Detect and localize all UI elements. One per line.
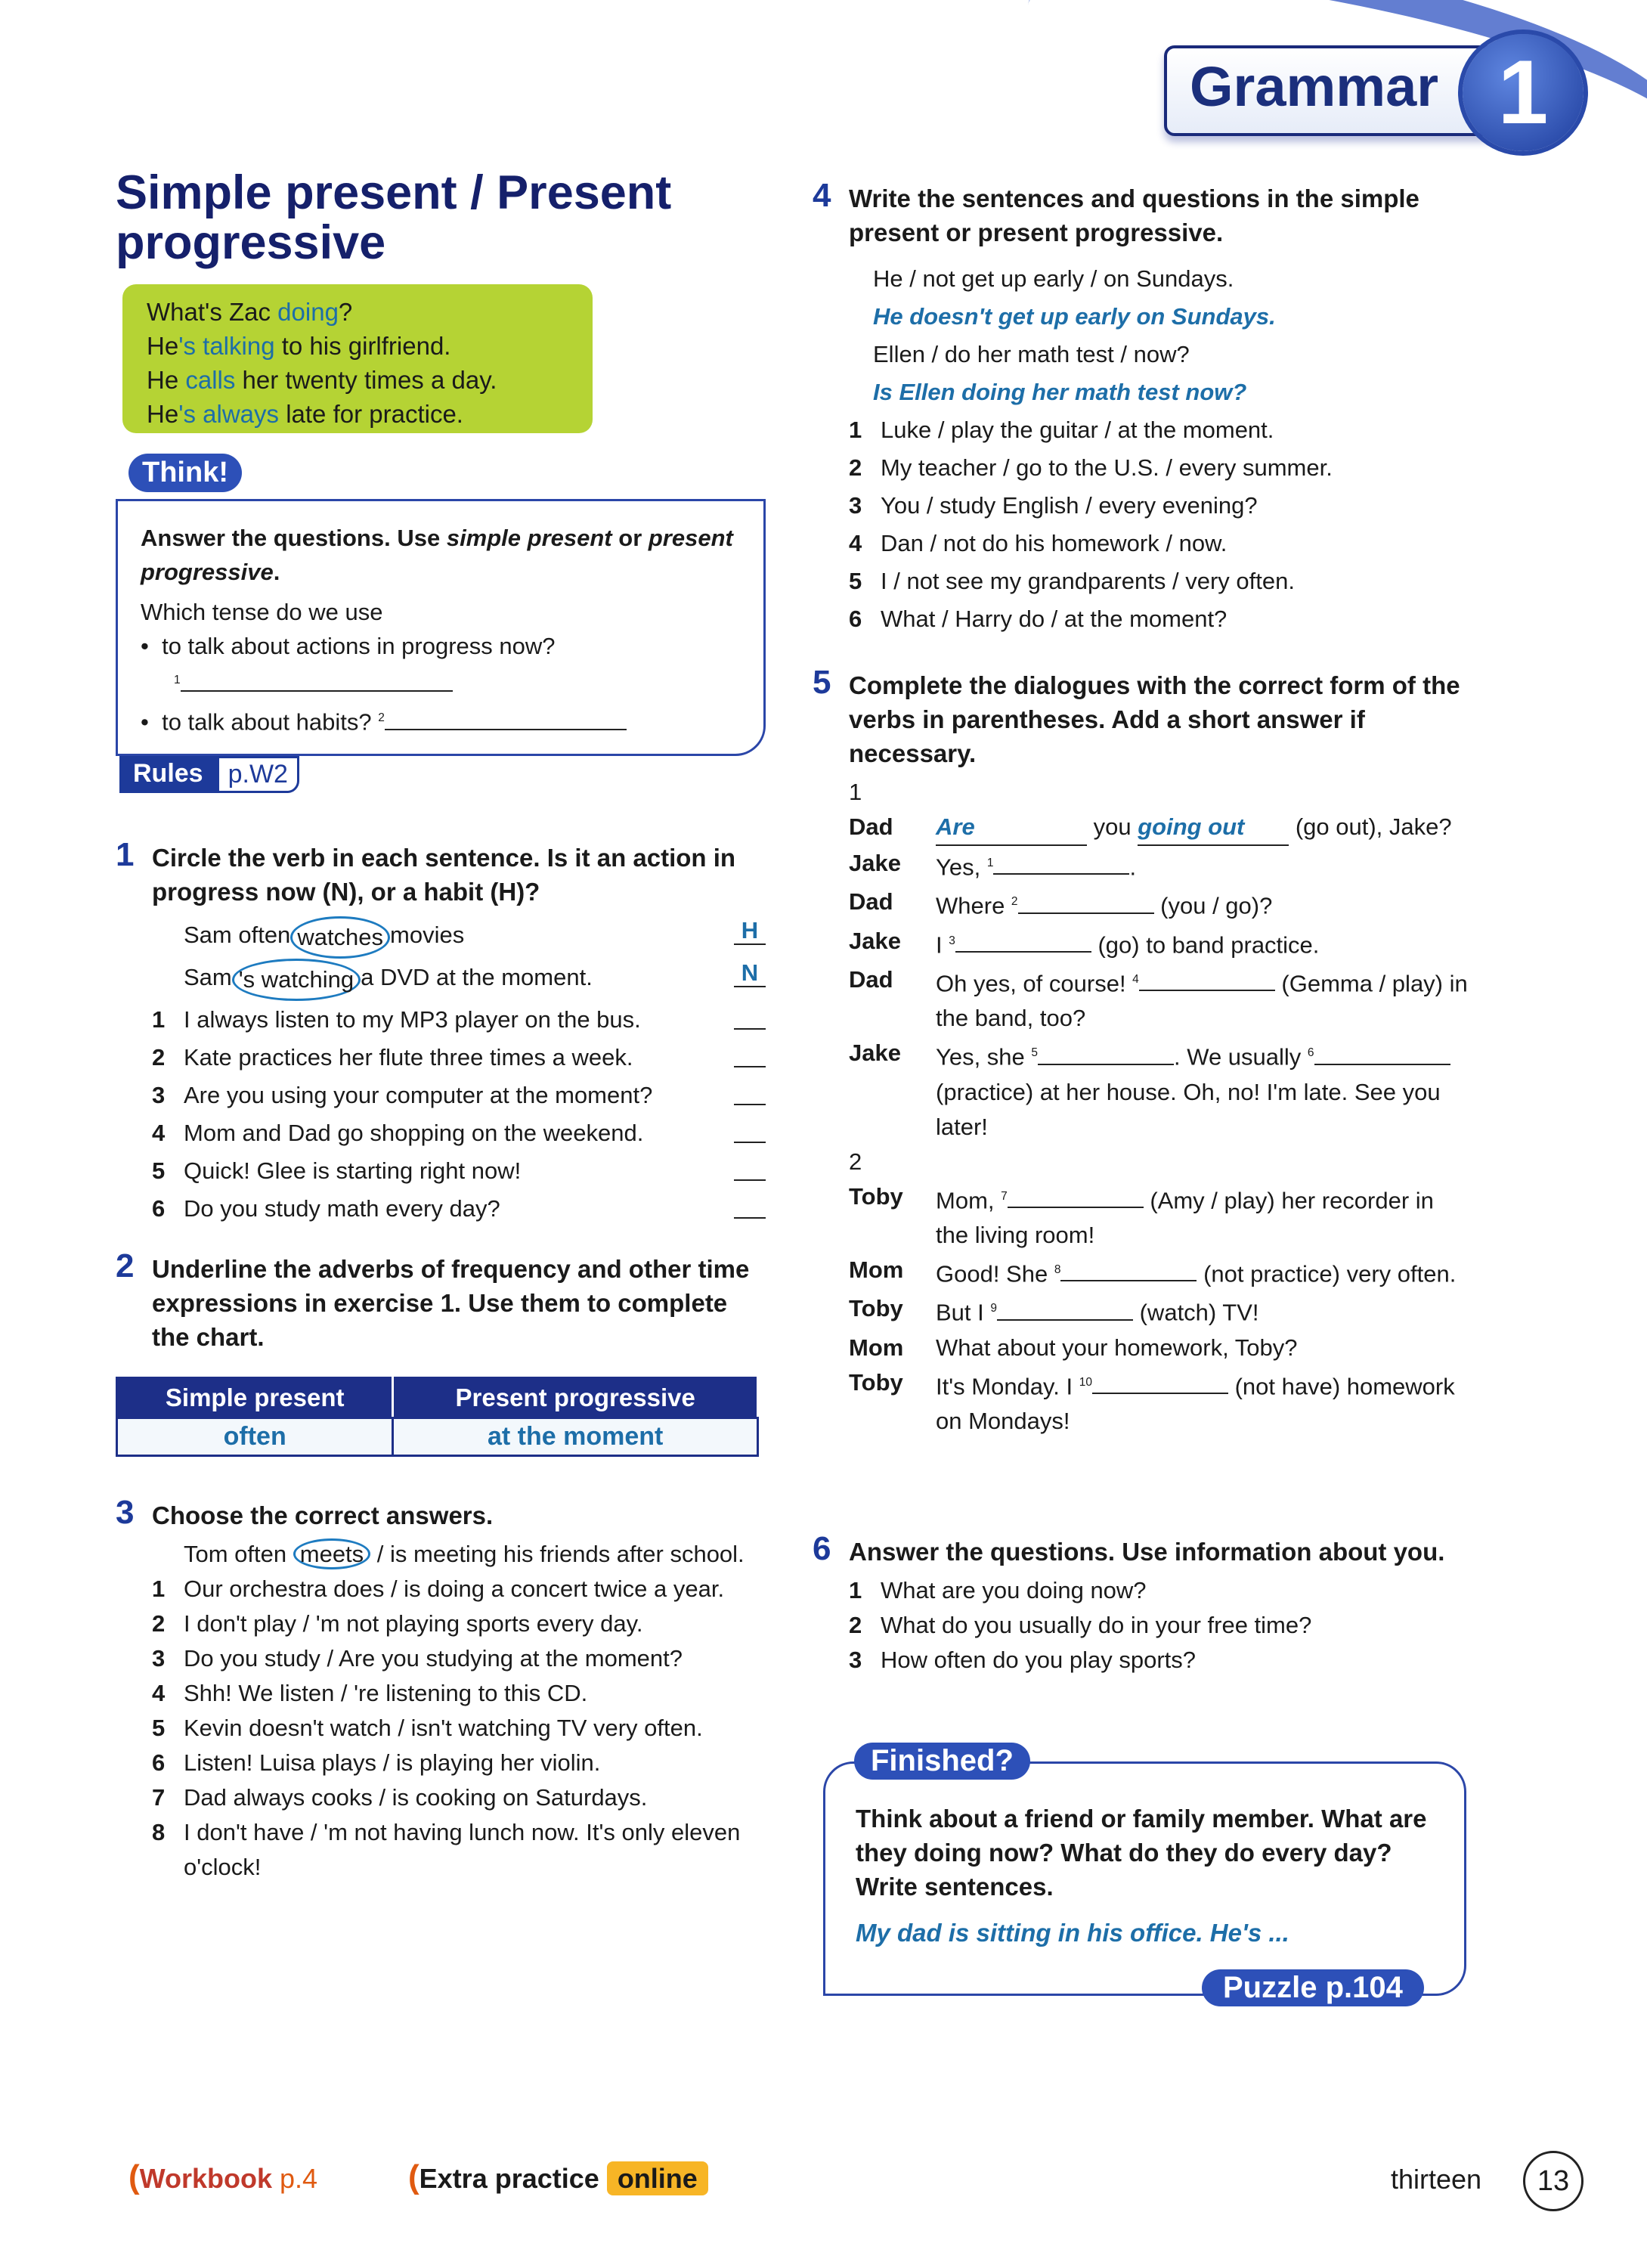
text: 6 (813, 1530, 831, 1567)
list-item (152, 1711, 766, 1746)
list-item (849, 1573, 1470, 1608)
speaker: Toby (849, 1295, 903, 1322)
gap-number: 7 (1001, 1189, 1008, 1203)
item-text: Dad always cooks / is cooking on Saturdays. (184, 1784, 648, 1811)
list-item (152, 1114, 766, 1152)
speaker: Mom (849, 1334, 904, 1361)
highlight-verb: 's always (178, 400, 280, 428)
answer-blank[interactable] (1060, 1258, 1197, 1281)
text: p.W2 (217, 756, 299, 793)
text: Tom often (184, 1541, 293, 1567)
think-box (116, 499, 766, 756)
text: you (1087, 813, 1138, 840)
text: Underline the adverbs of frequency and other time expressions in exercise 1. Use them to complete the chart. (152, 1255, 750, 1351)
list-item (152, 1152, 766, 1190)
text: Think about a friend or family member. What are they doing now? What do they do every day? Write sentences. (856, 1805, 1427, 1901)
item-text: Do you study math every day? (184, 1195, 500, 1222)
line-text (936, 846, 1136, 885)
dialogue-line (849, 1253, 1470, 1291)
exercise-5 (813, 664, 1470, 1439)
list-item (152, 1815, 766, 1885)
gap-number: 3 (949, 934, 955, 947)
text: He (147, 332, 179, 360)
text (117, 1418, 758, 1456)
item-number: 6 (849, 606, 862, 632)
text: 2 (378, 711, 385, 725)
text: Present progressive (393, 1378, 758, 1418)
page-number: 13 (1523, 2151, 1584, 2211)
list-item (849, 1608, 1470, 1643)
item-number: 4 (849, 530, 862, 556)
item-number: 1 (152, 1576, 166, 1602)
rules-link[interactable] (119, 756, 299, 793)
item-number: 1 (849, 417, 862, 443)
line-text (936, 810, 1452, 846)
text: He (147, 400, 179, 428)
text: Where (936, 892, 1011, 919)
text: (Amy / play) her recorder in the living room! (936, 1186, 1434, 1248)
text: Rules (119, 756, 217, 793)
exercise-2 (116, 1247, 766, 1457)
gap-number: 2 (1011, 895, 1018, 909)
gap-number: 4 (1132, 972, 1139, 986)
line-text (936, 1291, 1259, 1330)
text (813, 177, 1470, 249)
highlight-verb: doing (277, 298, 339, 326)
text (813, 1573, 1470, 1678)
text (813, 411, 1470, 638)
item-text: Shh! We listen / 're listening to this CD. (184, 1680, 588, 1706)
text: Workbook (139, 2163, 272, 2194)
answer-blank[interactable] (734, 1152, 766, 1181)
text: 3 (116, 1494, 135, 1531)
example-line (147, 295, 568, 329)
item-text: What / Harry do / at the moment? (881, 606, 1228, 632)
dialogue-line (849, 962, 1470, 1036)
text: (go) to band practice. (1091, 931, 1320, 958)
text (181, 668, 453, 692)
dialogue-line (849, 1365, 1470, 1439)
text: What about your homework, Toby? (936, 1334, 1298, 1361)
list-item (152, 1039, 766, 1077)
text: Answer the questions. Use information about you. (849, 1538, 1445, 1566)
answer-blank[interactable] (1038, 1042, 1174, 1065)
item-number: 6 (152, 1749, 166, 1776)
item-number: 8 (152, 1819, 166, 1845)
item-number: 4 (152, 1120, 166, 1146)
answer-blank[interactable] (734, 1190, 766, 1219)
item-number: 5 (152, 1157, 166, 1184)
filled-answer: going out (1138, 810, 1289, 846)
think-instruction (141, 521, 741, 589)
line-text (936, 1331, 1297, 1365)
gap-number: 10 (1079, 1375, 1092, 1389)
text: . (1129, 854, 1137, 881)
list-item (849, 1643, 1470, 1678)
list-item (849, 562, 1470, 600)
text: or (611, 525, 649, 551)
list-item (152, 1676, 766, 1711)
speaker: Jake (849, 850, 901, 876)
text: He doesn't get up early on Sundays. (873, 303, 1276, 330)
text: It's Monday. I (936, 1372, 1079, 1399)
list-item (152, 1077, 766, 1114)
item-number: 3 (152, 1082, 166, 1108)
line-text (936, 885, 1272, 923)
text: present progressive (141, 525, 733, 585)
finished-box (823, 1761, 1466, 1996)
text (813, 775, 1470, 1439)
item-text: You / study English / every evening? (881, 492, 1258, 519)
text: watches (290, 916, 390, 959)
text (117, 1378, 758, 1418)
text: Complete the dialogues with the correct form of the verbs in parentheses. Add a short answer if necessary. (849, 671, 1460, 767)
page-title: Simple present / Present progressive (116, 166, 672, 269)
text: (Gemma / play) in the band, too? (936, 970, 1468, 1032)
grammar-banner (1164, 45, 1497, 136)
text: (you / go)? (1153, 892, 1273, 919)
text: 2 (116, 1247, 135, 1284)
answer-blank[interactable] (1314, 1042, 1450, 1065)
text: simple present (446, 525, 612, 551)
list-item (849, 525, 1470, 562)
text: / is meeting his friends after school. (370, 1541, 745, 1567)
answer-blank[interactable] (1018, 891, 1154, 914)
item-text: Quick! Glee is starting right now! (184, 1157, 522, 1184)
text: (not practice) very often. (1197, 1260, 1457, 1287)
text: He (147, 366, 186, 394)
item-text: What are you doing now? (881, 1577, 1147, 1603)
text: Good! She (936, 1260, 1054, 1287)
think-tag: Think! (128, 454, 242, 492)
example-row (152, 916, 766, 959)
text (813, 1530, 1470, 1569)
text (116, 1247, 766, 1354)
text: a DVD at the moment. (361, 964, 593, 990)
answer-blank-2[interactable] (385, 707, 627, 730)
item-text: I always listen to my MP3 player on the bus. (184, 1006, 641, 1033)
list-item (152, 1641, 766, 1676)
finished-tag: Finished? (854, 1743, 1030, 1780)
text (116, 1572, 766, 1885)
line-text (936, 1036, 1470, 1144)
text: 4 (813, 177, 831, 214)
exercise-4 (813, 177, 1470, 638)
list-item (152, 1572, 766, 1606)
item-number: 4 (152, 1680, 166, 1706)
list-item (849, 449, 1470, 487)
text: (not have) homework on Mondays! (936, 1372, 1455, 1434)
text (116, 836, 766, 909)
answer-blank[interactable] (734, 1077, 766, 1105)
item-number: 6 (152, 1195, 166, 1222)
answer-blank[interactable] (1139, 968, 1275, 991)
text (116, 1537, 766, 1572)
dialogue-number: 2 (849, 1148, 862, 1175)
item-number: 2 (152, 1044, 166, 1070)
gap-number: 8 (1054, 1263, 1061, 1276)
item-number: 2 (849, 1612, 862, 1638)
item-text: Mom and Dad go shopping on the weekend. (184, 1120, 644, 1146)
text: her twenty times a day. (235, 366, 497, 394)
gap-number: 5 (1031, 1046, 1039, 1060)
gap-number: 6 (1307, 1046, 1314, 1060)
banner-label: Grammar (1190, 55, 1439, 118)
text (813, 260, 1470, 411)
text: (watch) TV! (1133, 1299, 1259, 1326)
text: ( (128, 2158, 140, 2195)
text (152, 1001, 766, 1228)
item-number: 3 (152, 1645, 166, 1672)
example-row (152, 959, 766, 1001)
text (813, 664, 1470, 770)
line-text (936, 1365, 1470, 1439)
text: But I (936, 1299, 991, 1326)
answer-blank[interactable] (734, 1039, 766, 1067)
gap-number: 9 (990, 1302, 997, 1315)
speaker: Dad (849, 813, 893, 840)
item-number: 2 (152, 1610, 166, 1637)
answer-blank[interactable] (955, 929, 1091, 953)
list-item (152, 1780, 766, 1815)
text: meets (293, 1538, 370, 1569)
text: Write the sentences and questions in the simple present or present progressive. (849, 184, 1419, 246)
text: ( (408, 2158, 419, 2195)
item-text: I don't play / 'm not playing sports every day. (184, 1610, 643, 1637)
answer-blank[interactable] (997, 1297, 1133, 1321)
text: (go out), Jake? (1289, 813, 1452, 840)
text: to his girlfriend. (274, 332, 451, 360)
list-item (152, 1746, 766, 1780)
exercise-3 (116, 1494, 766, 1885)
item-text: Dan / not do his homework / now. (881, 530, 1228, 556)
text: late for practice. (279, 400, 463, 428)
example-box (122, 284, 593, 433)
gap-number: 1 (986, 857, 994, 869)
speaker: Mom (849, 1256, 904, 1283)
speaker: Jake (849, 927, 901, 954)
text: Extra practice (419, 2163, 599, 2194)
think-bullet-2: • to talk about habits? $^2$ (141, 701, 741, 739)
list-item (152, 1190, 766, 1228)
list-item (849, 487, 1470, 525)
think-question: Which tense do we use (141, 599, 383, 625)
item-number: 7 (152, 1784, 166, 1811)
text: Ellen / do her math test / now? (873, 341, 1190, 367)
text: Circle the verb in each sentence. Is it an action in progress now (N), or a habit (H)? (152, 844, 736, 906)
list-item (849, 411, 1470, 449)
item-text: Listen! Luisa plays / is playing her violin. (184, 1749, 601, 1776)
text: Mom, (936, 1186, 1002, 1213)
line-text (936, 962, 1470, 1036)
dialogue-number: 1 (849, 779, 862, 805)
text: ? (338, 298, 353, 326)
answer-blank-1[interactable] (141, 663, 741, 701)
item-number: 1 (152, 1006, 166, 1033)
workbook-link[interactable] (128, 2158, 317, 2196)
text: 5 (813, 664, 831, 701)
page-word: thirteen (1391, 2164, 1482, 2195)
text: Yes, she (936, 1043, 1032, 1070)
text: 1 (116, 836, 135, 873)
item-number: 5 (849, 568, 862, 594)
example-line (147, 329, 568, 363)
item-text: Our orchestra does / is doing a concert twice a year. (184, 1576, 725, 1602)
text (116, 1494, 766, 1532)
text: I (936, 931, 949, 958)
exercise-6 (813, 1530, 1470, 1678)
dialogue-line (849, 1291, 1470, 1330)
dialogue-line (849, 885, 1470, 923)
answer-blank[interactable] (1008, 1185, 1144, 1208)
item-text: How often do you play sports? (881, 1647, 1197, 1673)
item-text: Luke / play the guitar / at the moment. (881, 417, 1274, 443)
text (117, 1378, 758, 1456)
item-number: 3 (849, 492, 862, 519)
item-number: 2 (849, 454, 862, 481)
list-item (849, 600, 1470, 638)
text: He / not get up early / on Sundays. (873, 265, 1234, 292)
line-text (936, 1253, 1456, 1291)
dialogue-line (849, 924, 1470, 962)
item-text: Kate practices her flute three times a week. (184, 1044, 633, 1070)
exercise-1 (116, 836, 766, 1228)
speaker: Jake (849, 1040, 901, 1067)
text: Answer the questions. Use (141, 525, 447, 551)
highlight-verb: 's talking (178, 332, 275, 360)
text[interactable]: often (117, 1418, 393, 1456)
dialogue-line (849, 810, 1470, 846)
item-text: I don't have / 'm not having lunch now. It's only eleven o'clock! (184, 1819, 741, 1880)
item-text: I / not see my grandparents / very often. (881, 568, 1295, 594)
text: movies (390, 922, 465, 948)
extra-practice-link[interactable] (408, 2158, 708, 2196)
answer-blank[interactable] (993, 851, 1129, 875)
item-number: 3 (849, 1647, 862, 1673)
speaker: Toby (849, 1182, 903, 1210)
text: My dad is sitting in his office. He's ... (856, 1919, 1289, 1947)
dialogue-line (849, 846, 1470, 885)
speaker: Toby (849, 1368, 903, 1396)
filled-answer: Are (936, 810, 1087, 846)
text: Is Ellen doing her math test now? (873, 379, 1247, 405)
item-text: Kevin doesn't watch / isn't watching TV very often. (184, 1715, 703, 1741)
item-text: Do you study / Are you studying at the moment? (184, 1645, 683, 1672)
text: Simple present (117, 1378, 393, 1418)
dialogue-line (849, 1179, 1470, 1253)
item-text: Are you using your computer at the moment? (184, 1082, 653, 1108)
dialogue-line (849, 1036, 1470, 1144)
list-item (152, 1001, 766, 1039)
text: 1 (174, 674, 181, 686)
unit-badge: 1 (1463, 34, 1584, 151)
text: What's Zac (147, 298, 278, 326)
line-text (936, 1179, 1470, 1253)
puzzle-link[interactable]: Puzzle p.104 (1202, 1969, 1424, 2006)
text: (practice) at her house. Oh, no! I'm late. See you later! (936, 1078, 1441, 1140)
highlight-verb: calls (185, 366, 236, 394)
item-number: 5 (152, 1715, 166, 1741)
list-item (152, 1606, 766, 1641)
answer-blank[interactable] (1092, 1371, 1228, 1394)
text: . (273, 559, 280, 585)
text: Oh yes, of course! (936, 970, 1133, 997)
line-text (936, 924, 1319, 962)
text[interactable]: at the moment (393, 1418, 758, 1456)
text: Choose the correct answers. (152, 1501, 494, 1529)
item-number: 1 (849, 1577, 862, 1603)
text: online (607, 2161, 708, 2195)
speaker: Dad (849, 888, 893, 916)
text: H (734, 916, 766, 945)
dialogue-line (849, 1331, 1470, 1365)
example-line (147, 363, 568, 397)
think-bullet-1: • to talk about actions in progress now? (141, 633, 556, 659)
item-text: What do you usually do in your free time? (881, 1612, 1312, 1638)
text: . We usually (1174, 1043, 1308, 1070)
text: to talk about habits? (162, 708, 372, 736)
text: Yes, (936, 854, 987, 881)
chart-table (116, 1377, 759, 1457)
text: 's watching (232, 959, 361, 1001)
answer-blank[interactable] (734, 1001, 766, 1030)
text: to talk about actions in progress now? (162, 633, 556, 659)
text: Sam often (184, 922, 291, 948)
answer-blank[interactable] (734, 1114, 766, 1143)
text: N (734, 959, 766, 987)
text (116, 916, 766, 1228)
item-text: My teacher / go to the U.S. / every summer. (881, 454, 1333, 481)
example-line (147, 397, 568, 431)
speaker: Dad (849, 965, 893, 993)
text: Sam (184, 964, 232, 990)
text: p.4 (280, 2163, 318, 2194)
